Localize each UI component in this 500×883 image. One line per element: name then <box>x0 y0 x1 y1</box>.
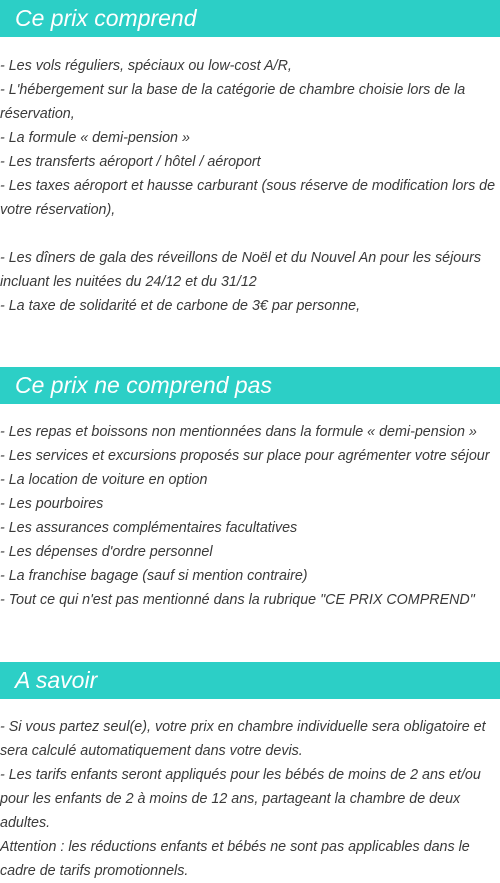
list-item: - Les pourboires <box>0 496 104 512</box>
list-item: - Les services et excursions proposés sur place pour agrémenter votre séjour <box>0 448 490 464</box>
section-title-ce-prix-ne-comprend-pas: Ce prix ne comprend pas <box>0 367 500 404</box>
list-item: - Si vous partez seul(e), votre prix en chambre individuelle sera obligatoire et sera calculé automatiquement dans votre devis. <box>0 719 486 759</box>
list-item: - Les dîners de gala des réveillons de Noël et du Nouvel An pour les séjours incluant les nuitées du 24/12 et du 31/12 <box>0 250 482 290</box>
list-item: Attention : les réductions enfants et bébés ne sont pas applicables dans le cadre de tarifs promotionnels. <box>0 839 470 879</box>
list-item: - Tout ce qui n'est pas mentionné dans la rubrique "CE PRIX COMPREND" <box>0 592 475 608</box>
list-item: - La formule « demi-pension » <box>0 130 190 146</box>
list-item: - La taxe de solidarité et de carbone de 3€ par personne, <box>0 298 361 314</box>
list-item: - Les vols réguliers, spéciaux ou low-cost A/R, <box>0 58 292 74</box>
blank-line <box>0 222 500 246</box>
excluded-list <box>0 420 500 612</box>
list-item: - L'hébergement sur la base de la catégorie de chambre choisie lors de la réservation, <box>0 82 466 122</box>
list-item: - Les taxes aéroport et hausse carburant (sous réserve de modification lors de votre réservation), <box>0 178 496 218</box>
included-list <box>0 54 500 318</box>
list-item: - Les transferts aéroport / hôtel / aéroport <box>0 154 261 170</box>
list-item: - La franchise bagage (sauf si mention contraire) <box>0 568 308 584</box>
list-item: - La location de voiture en option <box>0 472 208 488</box>
section-title-ce-prix-comprend: Ce prix comprend <box>0 0 500 37</box>
list-item: - Les repas et boissons non mentionnées dans la formule « demi-pension » <box>0 424 477 440</box>
section-title-a-savoir: A savoir <box>0 662 500 699</box>
info-list <box>0 715 500 883</box>
list-item: - Les tarifs enfants seront appliqués pour les bébés de moins de 2 ans et/ou pour les enfants de 2 à moins de 12 ans, partageant la chambre de deux adultes. <box>0 767 481 831</box>
list-item: - Les assurances complémentaires facultatives <box>0 520 298 536</box>
list-item: - Les dépenses d'ordre personnel <box>0 544 213 560</box>
